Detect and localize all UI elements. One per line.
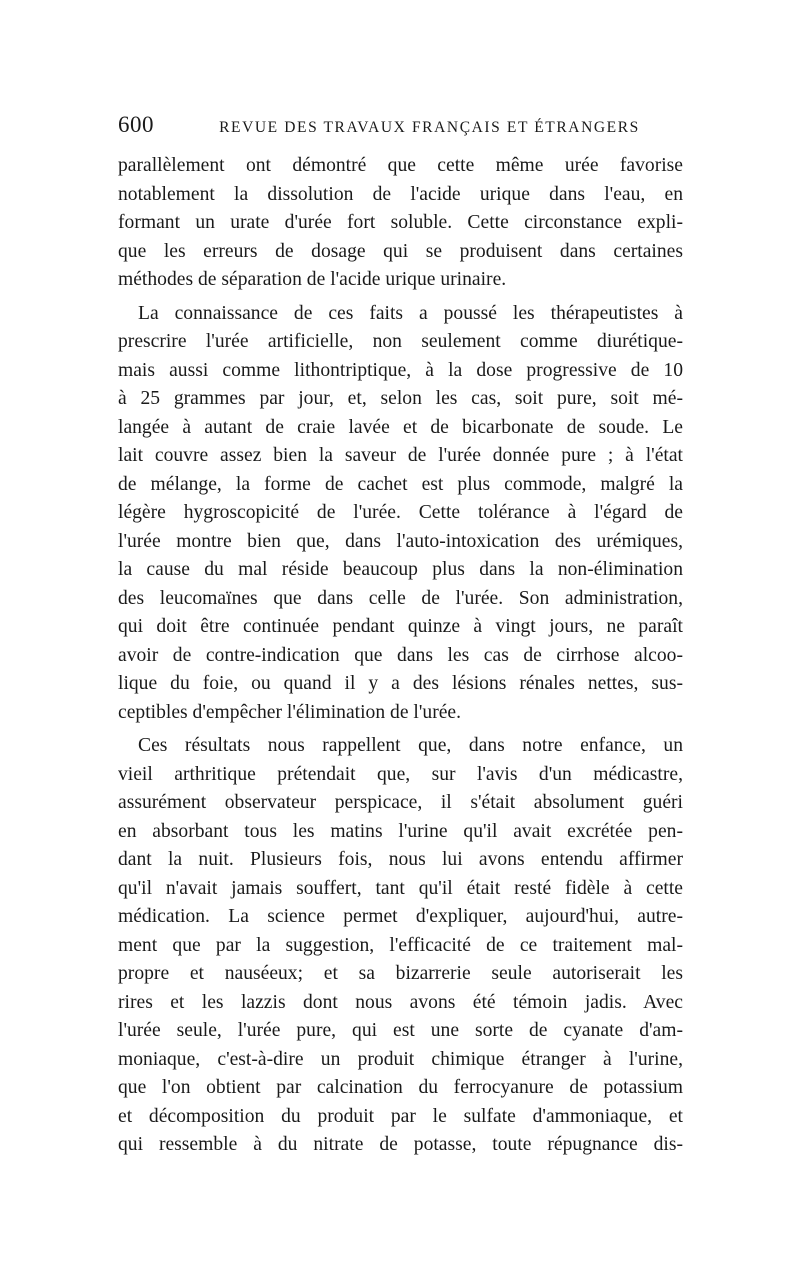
running-head	[118, 112, 683, 152]
running-title: REVUE DES TRAVAUX FRANÇAIS ET ÉTRANGERS	[219, 119, 640, 136]
text-line: assurément observateur perspicace, il s'était absolument guéri	[118, 792, 683, 813]
text-line: médication. La science permet d'expliquer, aujourd'hui, autre-	[118, 906, 683, 927]
text-line: parallèlement ont démontré que cette même urée favorise	[118, 155, 683, 176]
text-line: méthodes de séparation de l'acide urique urinaire.	[118, 269, 507, 290]
book-page	[118, 112, 683, 1160]
text-line: qui ressemble à du nitrate de potasse, toute répugnance dis-	[118, 1134, 683, 1155]
text-line: lique du foie, ou quand il y a des lésions rénales nettes, sus-	[118, 673, 683, 694]
paragraph	[118, 152, 683, 295]
text-line: en absorbant tous les matins l'urine qu'il avait excrétée pen-	[118, 820, 683, 842]
text-line: dant la nuit. Plusieurs fois, nous lui avons entendu affirmer	[118, 849, 683, 870]
text-line: de mélange, la forme de cachet est plus commode, malgré la	[118, 473, 683, 495]
text-line: l'urée montre bien que, dans l'auto-intoxication des urémiques,	[118, 530, 683, 552]
text-line: formant un urate d'urée fort soluble. Cette circonstance expli-	[118, 212, 683, 233]
text-line: ment que par la suggestion, l'efficacité de ce traitement mal-	[118, 934, 683, 956]
text-line: la cause du mal réside beaucoup plus dans la non-élimination	[118, 559, 683, 580]
text-line: vieil arthritique prétendait que, sur l'avis d'un médicastre,	[118, 763, 683, 785]
text-line: rires et les lazzis dont nous avons été témoin jadis. Avec	[118, 991, 683, 1013]
text-line: des leucomaïnes que dans celle de l'urée. Son administration,	[118, 587, 683, 609]
text-line: que l'on obtient par calcination du ferrocyanure de potassium	[118, 1077, 683, 1098]
paragraph	[118, 300, 683, 728]
text-line: prescrire l'urée artificielle, non seulement comme diurétique-	[118, 331, 683, 352]
text-line: qu'il n'avait jamais souffert, tant qu'il était resté fidèle à cette	[118, 877, 683, 899]
body-text	[118, 152, 683, 1160]
text-line: légère hygroscopicité de l'urée. Cette tolérance à l'égard de	[118, 502, 683, 523]
text-line: mais aussi comme lithontriptique, à la dose progressive de 10	[118, 359, 683, 381]
text-line: La connaissance de ces faits a poussé les thérapeutistes à	[138, 302, 683, 324]
text-line: l'urée seule, l'urée pure, qui est une sorte de cyanate d'am-	[118, 1020, 683, 1041]
paragraph	[118, 732, 683, 1160]
text-line: que les erreurs de dosage qui se produisent dans certaines	[118, 240, 683, 262]
text-line: avoir de contre-indication que dans les cas de cirrhose alcoo-	[118, 644, 683, 666]
text-line: qui doit être continuée pendant quinze à vingt jours, ne paraît	[118, 616, 683, 637]
text-line: lait couvre assez bien la saveur de l'urée donnée pure ; à l'état	[118, 445, 683, 466]
page-number: 600	[118, 112, 154, 137]
text-line: Ces résultats nous rappellent que, dans notre enfance, un	[138, 735, 683, 756]
text-line: propre et nauséeux; et sa bizarrerie seule autoriserait les	[118, 963, 683, 984]
text-line: notablement la dissolution de l'acide urique dans l'eau, en	[118, 183, 683, 205]
text-line: langée à autant de craie lavée et de bicarbonate de soude. Le	[118, 416, 683, 438]
text-line: et décomposition du produit par le sulfate d'ammoniaque, et	[118, 1105, 683, 1127]
text-line: moniaque, c'est-à-dire un produit chimique étranger à l'urine,	[118, 1048, 683, 1070]
text-line: à 25 grammes par jour, et, selon les cas, soit pure, soit mé-	[118, 388, 683, 409]
text-line: ceptibles d'empêcher l'élimination de l'urée.	[118, 701, 462, 723]
